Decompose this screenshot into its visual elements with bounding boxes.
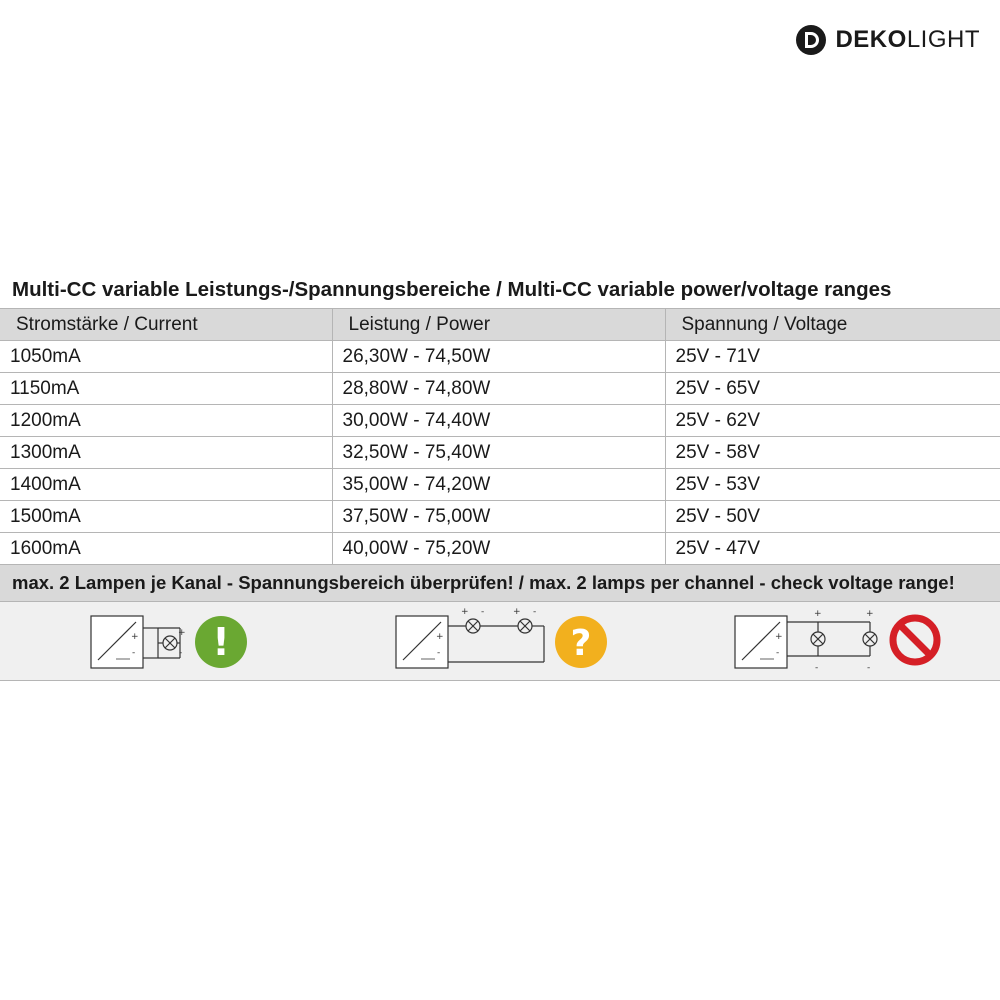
spec-sheet [0,272,1000,681]
cell-power: 28,80W - 74,80W [332,373,665,405]
table-row [0,373,1000,405]
svg-text:+: + [461,607,469,617]
header-current: Stromstärke / Current [0,309,332,341]
cell-current: 1400mA [0,469,332,501]
wiring-diagrams [0,602,1000,681]
svg-text:+: + [436,632,444,642]
svg-text:-: - [815,663,819,673]
cell-voltage: 25V - 47V [665,533,1000,565]
svg-text:-: - [179,648,183,658]
svg-text:-: - [481,607,485,617]
table-title: Multi-CC variable Leistungs-/Spannungsbereiche / Multi-CC variable power/voltage ranges [12,278,892,301]
cell-current: 1200mA [0,405,332,437]
cell-power: 26,30W - 74,50W [332,341,665,373]
svg-text:-: - [867,663,871,673]
cell-power: 35,00W - 74,20W [332,469,665,501]
cell-current: 1600mA [0,533,332,565]
series-lamps-diagram [393,602,618,680]
header-power: Leistung / Power [332,309,665,341]
single-lamp-diagram [88,602,258,680]
svg-text:-: - [533,607,537,617]
table-header-row [0,309,1000,341]
cell-voltage: 25V - 62V [665,405,1000,437]
prohibited-icon [893,618,937,662]
svg-text:-: - [132,648,136,658]
svg-text:+: + [866,609,874,619]
ok-symbol: ! [212,620,230,664]
svg-text:+: + [131,632,139,642]
cell-current: 1500mA [0,501,332,533]
table-row [0,469,1000,501]
cell-power: 37,50W - 75,00W [332,501,665,533]
cell-current: 1300mA [0,437,332,469]
cell-voltage: 25V - 65V [665,373,1000,405]
cell-voltage: 25V - 50V [665,501,1000,533]
svg-text:+: + [513,607,521,617]
table-row [0,533,1000,565]
parallel-lamps-diagram [732,602,947,680]
table-row [0,501,1000,533]
table-row [0,437,1000,469]
deko-logo-icon [795,24,827,56]
cell-current: 1050mA [0,341,332,373]
table-row [0,405,1000,437]
cell-voltage: 25V - 71V [665,341,1000,373]
ranges-table [0,308,1000,565]
svg-text:+: + [814,609,822,619]
cell-current: 1150mA [0,373,332,405]
cell-power: 30,00W - 74,40W [332,405,665,437]
warning-banner: max. 2 Lampen je Kanal - Spannungsbereich überprüfen! / max. 2 lamps per channel - check voltage range! [0,565,1000,602]
svg-text:-: - [437,648,441,658]
cell-power: 32,50W - 75,40W [332,437,665,469]
table-row [0,341,1000,373]
svg-text:-: - [776,648,780,658]
check-symbol: ? [570,623,592,664]
brand-name: DEKOLIGHT [835,26,980,53]
cell-power: 40,00W - 75,20W [332,533,665,565]
brand-logo [795,24,980,56]
cell-voltage: 25V - 58V [665,437,1000,469]
cell-voltage: 25V - 53V [665,469,1000,501]
header-voltage: Spannung / Voltage [665,309,1000,341]
svg-text:+: + [178,628,186,638]
svg-text:+: + [775,632,783,642]
